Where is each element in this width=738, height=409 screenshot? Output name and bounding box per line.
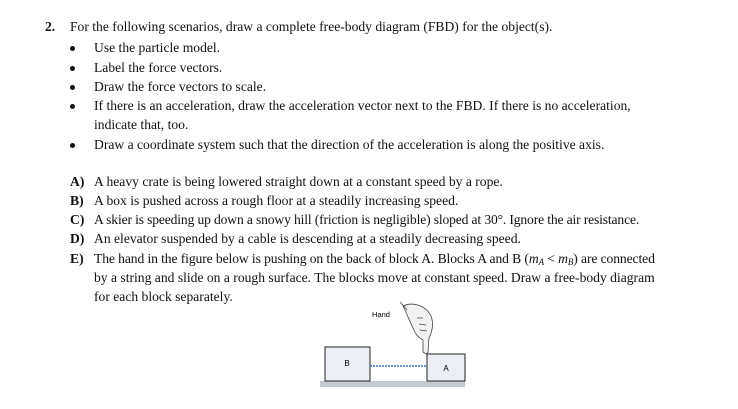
bullet-text: Draw a coordinate system such that the direction of the acceleration is along the positive axis. xyxy=(94,137,605,152)
scenario-text-continued: by a string and slide on a rough surface. The blocks move at constant speed. Draw a free-body diagram xyxy=(94,270,655,285)
bullet-text: Label the force vectors. xyxy=(94,60,223,75)
block-a-label: A xyxy=(443,364,449,373)
scenario-label: C) xyxy=(70,212,85,227)
figure-svg xyxy=(315,298,470,400)
scenario-text: A box is pushed across a rough floor at a steadily increasing speed. xyxy=(94,193,459,208)
math-symbol: m xyxy=(558,251,568,266)
bullet-text: If there is an acceleration, draw the acceleration vector next to the FBD. If there is no acceleration, xyxy=(94,98,631,113)
scenario-text: A heavy crate is being lowered straight down at a constant speed by a rope. xyxy=(94,174,503,189)
bullet-dot xyxy=(70,143,75,148)
bullet-dot xyxy=(70,85,75,90)
hand-icon xyxy=(400,302,432,354)
math-symbol: m xyxy=(528,251,539,266)
scenario-label: A) xyxy=(70,174,85,189)
bullet-dot xyxy=(70,104,75,109)
rough-surface xyxy=(320,381,465,387)
block-b-label: B xyxy=(344,359,350,368)
scenario-text-part: ) are connected xyxy=(573,251,655,266)
bullet-dot xyxy=(70,66,75,71)
scenario-text-part: The hand in the figure below is pushing on the back of block A. Blocks A and B ( xyxy=(94,251,529,266)
question-intro: For the following scenarios, draw a complete free-body diagram (FBD) for the object(s). xyxy=(70,19,553,34)
blocks-figure xyxy=(315,298,470,400)
bullet-text: Use the particle model. xyxy=(94,40,221,55)
math-subscript: B xyxy=(567,257,574,267)
scenario-text-continued: for each block separately. xyxy=(94,289,233,304)
bullet-text: Draw the force vectors to scale. xyxy=(94,79,267,94)
scenario-text: An elevator suspended by a cable is descending at a steadily decreasing speed. xyxy=(94,231,521,246)
scenario-label: E) xyxy=(70,251,84,266)
hand-label: Hand xyxy=(372,310,390,319)
scenario-label: D) xyxy=(70,231,85,246)
bullet-dot xyxy=(70,46,75,51)
scenario-text: A skier is speeding up down a snowy hill (friction is negligible) sloped at 30°. Ignore the air resistance. xyxy=(94,212,640,227)
bullet-text-continued: indicate that, too. xyxy=(94,117,189,132)
scenario-label: B) xyxy=(70,193,84,208)
question-number: 2. xyxy=(45,19,56,34)
math-subscript: A xyxy=(538,257,544,267)
math-operator: < xyxy=(543,251,559,266)
